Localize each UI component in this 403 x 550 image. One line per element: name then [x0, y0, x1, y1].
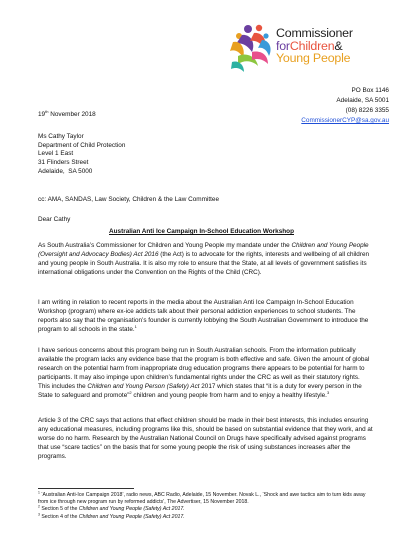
- footnote-ref-3[interactable]: 3: [326, 389, 330, 395]
- sender-city: Adelaide, SA 5001: [336, 97, 389, 104]
- footnote-divider: [38, 488, 134, 489]
- date-day: 19: [38, 111, 46, 119]
- recipient-dept: Department of Child Protection: [38, 141, 126, 149]
- recipient-level: Level 1 East: [38, 150, 74, 158]
- logo-for: for: [276, 38, 290, 53]
- letter-date: [38, 108, 96, 120]
- salutation: Dear Cathy: [38, 216, 71, 223]
- logo-ampersand: &: [334, 38, 343, 53]
- people-figures-icon: [228, 22, 278, 80]
- footnote-3: $^3$ Section 4 of the Children and Young People (Safety) Act 2017.: [38, 511, 185, 520]
- footnote-1: $^1$ ‘Australian Anti-Ice Campaign 2018’, radio news, ABC Radio, Adelaide, 15 November. Novak L., ‘Shock and awe tactics aim to turn kids away from ice through new program run by reformed addicts’, The Advertiser, 15 November 2018.: [38, 490, 366, 506]
- footnote-ref-1[interactable]: 1: [134, 323, 137, 329]
- date-rest: November 2018: [48, 111, 96, 119]
- sender-address: [301, 86, 389, 126]
- footnote-ref-2[interactable]: 2: [129, 389, 132, 395]
- recipient-street: 31 Flinders Street: [38, 159, 89, 167]
- logo-line-1: Commissioner: [276, 26, 353, 40]
- paragraph-3: I have serious concerns about this program being run in South Australian schools. From the information publically available the program lacks any evidence base that the program is both effective and safe. Given the amount of global research on the potential harm from inappropriate drug education programs there appears to be potential for harm to participants. It may also impinge upon children’s fundamental rights under the CRC as well as their statutory rights. This includes the Children and Young Person (Safety) Act 2017 which states that “it is a duty for every person in the State to safeguard and promote”$^2$ children and young people from harm and to enjoy a healthy lifestyle.$^3$: [38, 347, 370, 399]
- letter-heading: Australian Anti Ice Campaign In-School Education Workshop: [109, 228, 294, 235]
- sender-phone: (08) 8226 3355: [345, 107, 389, 114]
- logo-line-3: Young People: [276, 51, 351, 66]
- cc-line: cc: AMA, SANDAS, Law Society, Children & the Law Committee: [38, 196, 220, 203]
- date-suffix: th: [45, 109, 49, 114]
- logo-wordmark: [276, 27, 400, 65]
- paragraph-1: As South Australia’s Commissioner for Children and Young People my mandate under the Children and Young People (Oversight and Advocacy Bodies) Act 2016 (the Act) is to advocate for the rights, interests and wellbeing of all children and young people in South Australia. It is also my role to ensure that the State, at all levels of government satisfies its international obligations under the Convention on the Rights of the Child (CRC).: [38, 242, 369, 276]
- recipient-name: Ms Cathy Taylor: [38, 133, 84, 140]
- footnotes: [38, 492, 373, 521]
- sender-email-link[interactable]: CommissionerCYP@sa.gov.au: [301, 117, 389, 124]
- paragraph-2: I am writing in relation to recent reports in the media about the Australian Anti Ice Campaign In-School Education Workshop (program) where ex-ice addicts talk about their personal addiction experiences to school students. The reports also say that the organisation’s founder is currently lobbying the South Australian Government to introduce the program to all schools in the state.$^1$: [38, 299, 369, 333]
- footnote-2: $^2$ Section 5 of the Children and Young People (Safety) Act 2017.: [38, 504, 185, 513]
- commissioner-logo: [228, 22, 400, 80]
- recipient-address: [38, 133, 125, 177]
- paragraph-4: Article 3 of the CRC says that actions that effect children should be made in their best interests, this includes ensuring any educational measures, including programs like this, should be based on substantial evidence that they work, and at worse do no harm. Research by the Australian National Council on Drugs have specifically advised against programs that use “scare tactics” on the basis that for some young people the risk of using substances increases after the programs.: [38, 417, 373, 460]
- po-box: PO Box 1146: [351, 87, 389, 94]
- recipient-city: Adelaide, SA 5000: [38, 167, 93, 175]
- logo-children: Children: [289, 38, 335, 53]
